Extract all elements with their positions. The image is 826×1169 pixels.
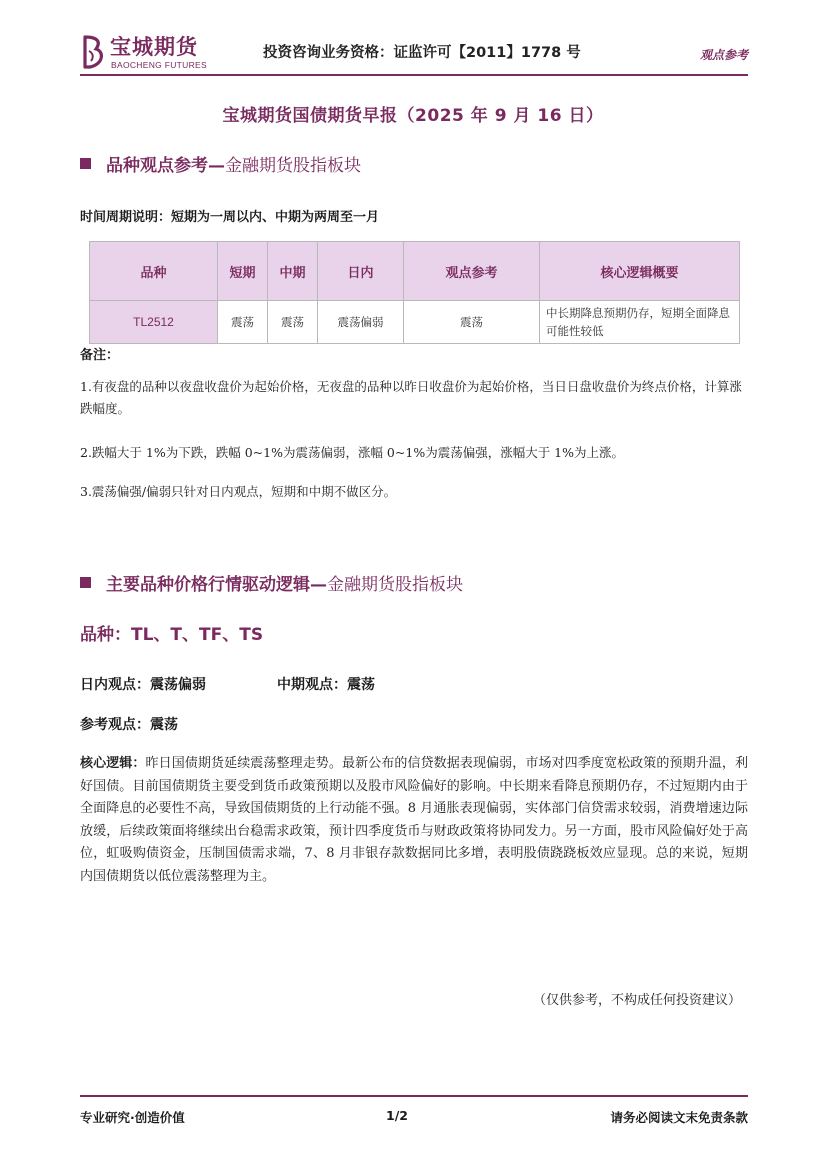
footer-disclaimer: 请务必阅读文末免责条款 [610, 1110, 748, 1125]
table-cell-medium-term: 震荡 [268, 301, 318, 344]
table-header-cell: 观点参考 [404, 242, 540, 301]
qualification-text: 投资咨询业务资格：证监许可【2011】1778 号 [263, 45, 581, 61]
table-header-cell: 核心逻辑概要 [540, 242, 740, 301]
table-header-cell: 中期 [268, 242, 318, 301]
logo-english-name: BAOCHENG FUTURES [111, 60, 207, 70]
page-number: 1/2 [386, 1108, 408, 1123]
period-note: 时间周期说明：短期为一周以内、中期为两周至一月 [80, 210, 380, 225]
section-bullet-icon [80, 158, 91, 169]
table-header-cell: 品种 [90, 242, 218, 301]
note-item: 1.有夜盘的品种以夜盘收盘价为起始价格，无夜盘的品种以昨日收盘价为起始价格，当日日盘收盘价为终点价格，计算涨跌幅度。 [80, 379, 742, 416]
intraday-view: 日内观点：震荡偏弱 [80, 677, 206, 693]
logo-chinese-name: 宝城期货 [110, 35, 198, 59]
variety-list: 品种：TL、T、TF、TS [80, 625, 264, 645]
table-header-cell: 短期 [218, 242, 268, 301]
table-header-cell: 日内 [318, 242, 404, 301]
section-heading-light: 金融期货股指板块 [225, 156, 361, 176]
header-divider [80, 74, 748, 76]
core-logic-label: 核心逻辑： [80, 756, 146, 771]
medium-term-view: 中期观点：震荡 [277, 677, 375, 693]
table-cell-variety: TL2512 [90, 301, 218, 344]
table-row [90, 301, 740, 344]
section-heading-strong: 主要品种价格行情驱动逻辑— [106, 575, 327, 595]
page-header [80, 32, 748, 72]
footer-divider [80, 1095, 748, 1097]
table-cell-view: 震荡 [404, 301, 540, 344]
notes-label: 备注： [80, 348, 120, 363]
views-table [89, 241, 740, 344]
note-item: 3.震荡偏强/偏弱只针对日内观点，短期和中期不做区分。 [80, 484, 397, 499]
table-cell-core-logic: 中长期降息预期仍存，短期全面降息可能性较低 [540, 301, 740, 344]
table-cell-intraday: 震荡偏弱 [318, 301, 404, 344]
header-tag: 观点参考 [699, 48, 748, 62]
report-title: 宝城期货国债期货早报（2025 年 9 月 16 日） [222, 106, 604, 126]
section-bullet-icon [80, 577, 91, 588]
logo-mark-icon [80, 34, 108, 70]
core-logic-paragraph [80, 753, 748, 888]
section-heading-light: 金融期货股指板块 [327, 575, 463, 595]
reference-view: 参考观点：震荡 [80, 717, 178, 733]
disclaimer-note: （仅供参考，不构成任何投资建议） [532, 993, 741, 1008]
table-header-row [90, 242, 740, 301]
section-heading-strong: 品种观点参考— [106, 156, 225, 176]
footer-slogan: 专业研究·创造价值 [80, 1110, 185, 1125]
core-logic-text: 昨日国债期货延续震荡整理走势。最新公布的信贷数据表现偏弱，市场对四季度宽松政策的预期升温，利好国债。目前国债期货主要受到货币政策预期以及股市风险偏好的影响。中长期来看降息预期仍存，不过短期内由于全面降息的必要性不高，导致国债期货的上行动能不强。8 月通胀表现偏弱，实体部门信贷需求较弱，消费增速边际放缓，后续政策面将继续出台稳需求政策，预计四季度货币与财政政策将协同发力。另一方面，股市风险偏好处于高位，虹吸购债资金，压制国债需求端，7、8 月非银存款数据同比多增，表明股债跷跷板效应显现。总的来说，短期内国债期货以低位震荡整理为主。 [80, 756, 748, 884]
company-logo [80, 34, 210, 72]
section-heading-drivers [80, 570, 463, 595]
note-item: 2.跌幅大于 1%为下跌，跌幅 0~1%为震荡偏弱，涨幅 0~1%为震荡偏强，涨幅大于 1%为上涨。 [80, 445, 624, 460]
table-cell-short-term: 震荡 [218, 301, 268, 344]
section-heading-views [80, 151, 361, 176]
